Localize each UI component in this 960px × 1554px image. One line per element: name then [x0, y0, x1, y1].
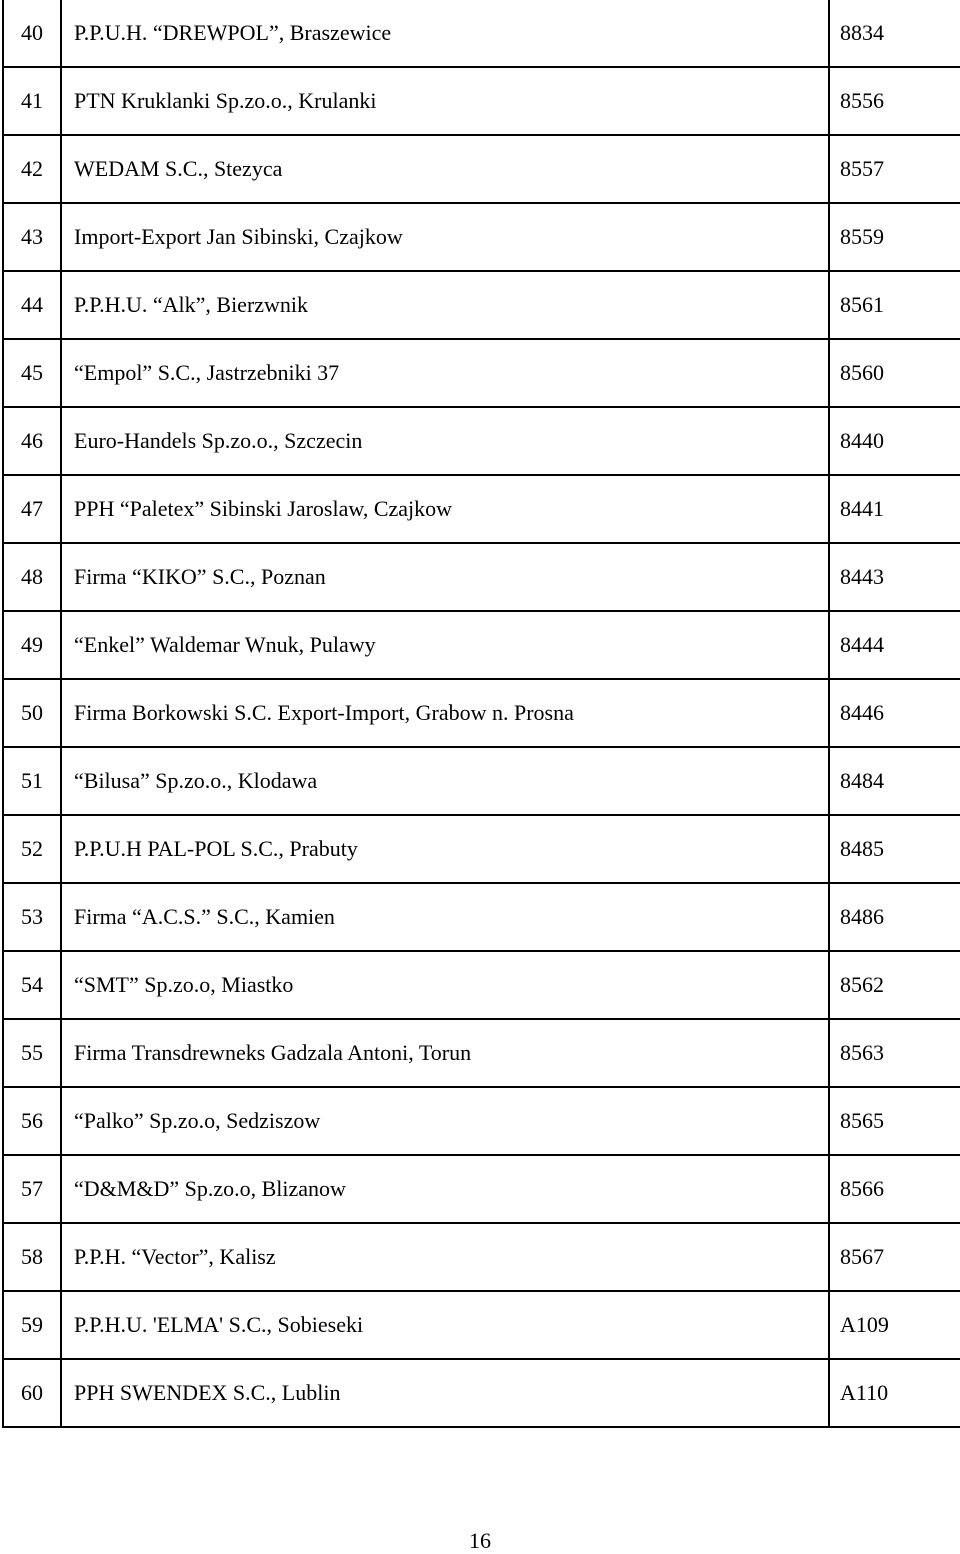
row-number-cell: 57 [3, 1155, 61, 1223]
table-row [3, 1223, 960, 1291]
row-number-cell: 53 [3, 883, 61, 951]
company-name-cell: Euro-Handels Sp.zo.o., Szczecin [61, 407, 829, 475]
table-row [3, 407, 960, 475]
company-code-cell: 8567 [829, 1223, 960, 1291]
table-row [3, 1087, 960, 1155]
row-number-cell: 56 [3, 1087, 61, 1155]
company-code-cell: A110 [829, 1359, 960, 1427]
row-number-cell: 51 [3, 747, 61, 815]
company-name-cell: “Enkel” Waldemar Wnuk, Pulawy [61, 611, 829, 679]
row-number-cell: 40 [3, 0, 61, 67]
company-code-cell: 8484 [829, 747, 960, 815]
company-code-cell: 8566 [829, 1155, 960, 1223]
table-row [3, 543, 960, 611]
company-name-cell: P.P.U.H PAL-POL S.C., Prabuty [61, 815, 829, 883]
table-row [3, 679, 960, 747]
table-row [3, 67, 960, 135]
companies-table-body [3, 0, 960, 1427]
row-number-cell: 50 [3, 679, 61, 747]
company-code-cell: 8556 [829, 67, 960, 135]
company-name-cell: P.P.H. “Vector”, Kalisz [61, 1223, 829, 1291]
company-name-cell: PTN Kruklanki Sp.zo.o., Krulanki [61, 67, 829, 135]
company-name-cell: PPH SWENDEX S.C., Lublin [61, 1359, 829, 1427]
table-row [3, 1155, 960, 1223]
company-name-cell: PPH “Paletex” Sibinski Jaroslaw, Czajkow [61, 475, 829, 543]
company-name-cell: “SMT” Sp.zo.o, Miastko [61, 951, 829, 1019]
row-number-cell: 48 [3, 543, 61, 611]
company-code-cell: A109 [829, 1291, 960, 1359]
row-number-cell: 41 [3, 67, 61, 135]
company-code-cell: 8443 [829, 543, 960, 611]
company-code-cell: 8557 [829, 135, 960, 203]
company-code-cell: 8562 [829, 951, 960, 1019]
table-row [3, 1359, 960, 1427]
table-row [3, 951, 960, 1019]
row-number-cell: 59 [3, 1291, 61, 1359]
company-name-cell: P.P.H.U. “Alk”, Bierzwnik [61, 271, 829, 339]
company-code-cell: 8565 [829, 1087, 960, 1155]
row-number-cell: 42 [3, 135, 61, 203]
table-row [3, 883, 960, 951]
row-number-cell: 47 [3, 475, 61, 543]
row-number-cell: 58 [3, 1223, 61, 1291]
row-number-cell: 46 [3, 407, 61, 475]
company-code-cell: 8563 [829, 1019, 960, 1087]
companies-table [2, 0, 960, 1428]
company-code-cell: 8446 [829, 679, 960, 747]
company-name-cell: Firma Transdrewneks Gadzala Antoni, Torun [61, 1019, 829, 1087]
row-number-cell: 49 [3, 611, 61, 679]
page-number: 16 [469, 1528, 491, 1553]
company-code-cell: 8485 [829, 815, 960, 883]
company-code-cell: 8560 [829, 339, 960, 407]
company-code-cell: 8561 [829, 271, 960, 339]
company-name-cell: Firma “A.C.S.” S.C., Kamien [61, 883, 829, 951]
table-row [3, 611, 960, 679]
table-row [3, 203, 960, 271]
company-name-cell: P.P.H.U. 'ELMA' S.C., Sobieseki [61, 1291, 829, 1359]
company-code-cell: 8441 [829, 475, 960, 543]
company-name-cell: P.P.U.H. “DREWPOL”, Braszewice [61, 0, 829, 67]
table-row [3, 0, 960, 67]
company-code-cell: 8440 [829, 407, 960, 475]
company-name-cell: Firma Borkowski S.C. Export-Import, Grabow n. Prosna [61, 679, 829, 747]
row-number-cell: 44 [3, 271, 61, 339]
company-code-cell: 8444 [829, 611, 960, 679]
table-row [3, 135, 960, 203]
table-row [3, 1291, 960, 1359]
company-code-cell: 8559 [829, 203, 960, 271]
row-number-cell: 60 [3, 1359, 61, 1427]
table-row [3, 747, 960, 815]
company-name-cell: “Palko” Sp.zo.o, Sedziszow [61, 1087, 829, 1155]
table-row [3, 815, 960, 883]
table-row [3, 339, 960, 407]
row-number-cell: 43 [3, 203, 61, 271]
company-name-cell: “D&M&D” Sp.zo.o, Blizanow [61, 1155, 829, 1223]
company-code-cell: 8834 [829, 0, 960, 67]
company-name-cell: “Bilusa” Sp.zo.o., Klodawa [61, 747, 829, 815]
row-number-cell: 52 [3, 815, 61, 883]
company-name-cell: Firma “KIKO” S.C., Poznan [61, 543, 829, 611]
table-row [3, 1019, 960, 1087]
row-number-cell: 54 [3, 951, 61, 1019]
company-code-cell: 8486 [829, 883, 960, 951]
company-name-cell: Import-Export Jan Sibinski, Czajkow [61, 203, 829, 271]
row-number-cell: 55 [3, 1019, 61, 1087]
company-name-cell: “Empol” S.C., Jastrzebniki 37 [61, 339, 829, 407]
company-name-cell: WEDAM S.C., Stezyca [61, 135, 829, 203]
row-number-cell: 45 [3, 339, 61, 407]
table-row [3, 475, 960, 543]
table-row [3, 271, 960, 339]
